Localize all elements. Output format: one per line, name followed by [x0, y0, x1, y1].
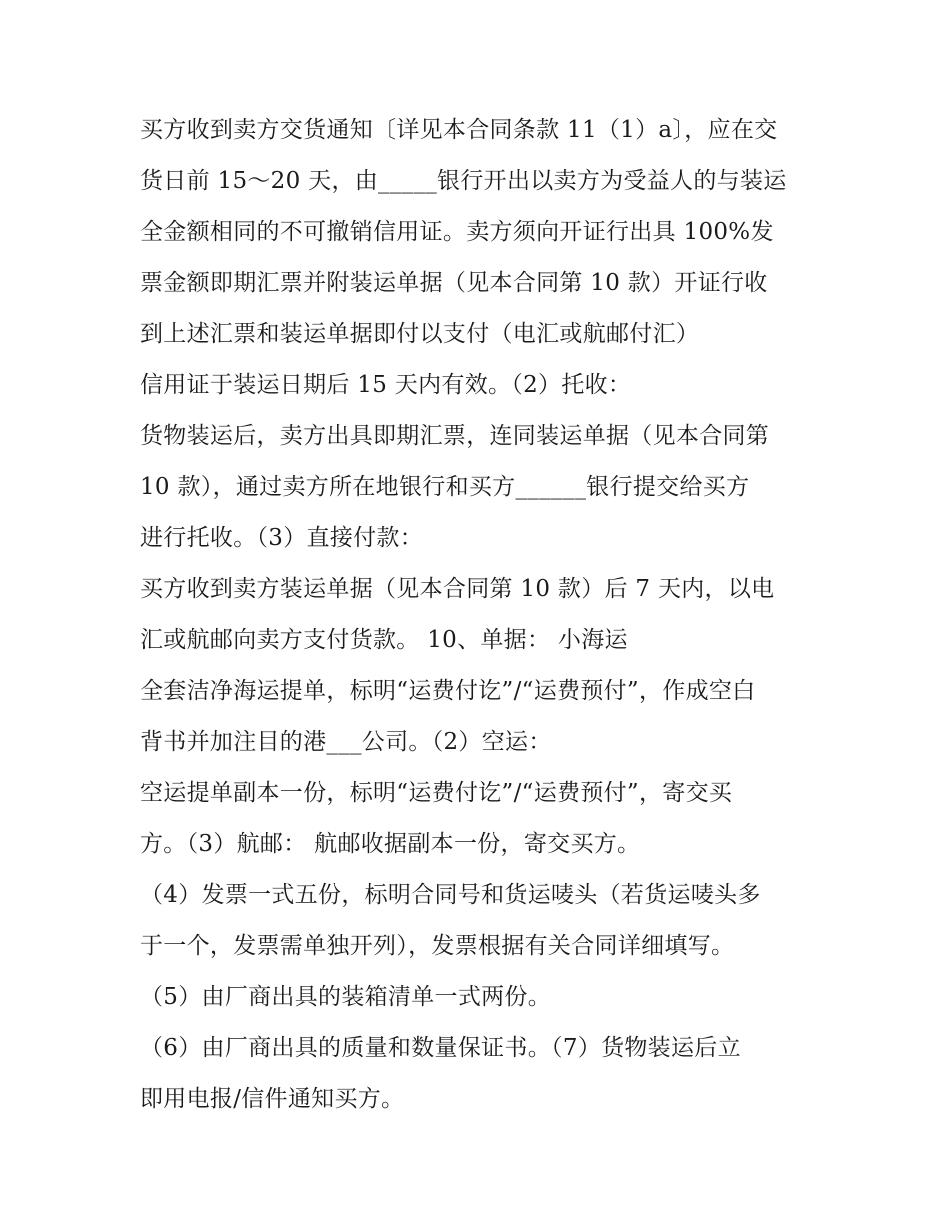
text-line: 即用电报/信件通知买方。: [140, 1086, 405, 1112]
text-line: 货物装运后，卖方出具即期汇票，连同装运单据（见本合同第: [140, 423, 770, 449]
text-line: 于一个，发票需单独开列），发票根据有关合同详细填写。: [140, 933, 735, 959]
text-line: （5）由厂商出具的装箱清单一式两份。: [140, 984, 552, 1010]
text-line: （6）由厂商出具的质量和数量保证书。（7）货物装运后立: [140, 1035, 741, 1061]
document-body: [140, 105, 820, 1125]
text-line: 买方收到卖方装运单据（见本合同第 10 款）后 7 天内，以电: [140, 576, 775, 602]
text-line: 买方收到卖方交货通知〔详见本合同条款 11（1）a〕，应在交: [140, 117, 778, 143]
text-line: 10 款），通过卖方所在地银行和买方______银行提交给买方: [140, 474, 750, 500]
text-line: 信用证于装运日期后 15 天内有效。（2）托收：: [140, 372, 632, 398]
text-line: 方。（3）航邮： 航邮收据副本一份，寄交买方。: [140, 831, 641, 857]
text-line: 汇或航邮向卖方支付货款。 10、单据： 小海运: [140, 627, 628, 653]
text-line: 到上述汇票和装运单据即付以支付（电汇或航邮付汇）: [140, 321, 700, 347]
text-line: 背书并加注目的港___公司。（2）空运：: [140, 729, 552, 755]
text-line: （4）发票一式五份，标明合同号和货运唛头（若货运唛头多: [140, 882, 761, 908]
text-line: 票金额即期汇票并附装运单据（见本合同第 10 款）开证行收: [140, 270, 768, 296]
text-line: 全金额相同的不可撤销信用证。卖方须向开证行出具 100%发: [140, 219, 774, 245]
text-line: 空运提单副本一份，标明“运费付讫”/“运费预付”，寄交买: [140, 780, 733, 806]
text-line: 货日前 15～20 天，由_____银行开出以卖方为受益人的与装运: [140, 168, 787, 194]
text-line: 全套洁净海运提单，标明“运费付讫”/“运费预付”，作成空白: [140, 678, 756, 704]
text-line: 进行托收。（3）直接付款：: [140, 525, 424, 551]
